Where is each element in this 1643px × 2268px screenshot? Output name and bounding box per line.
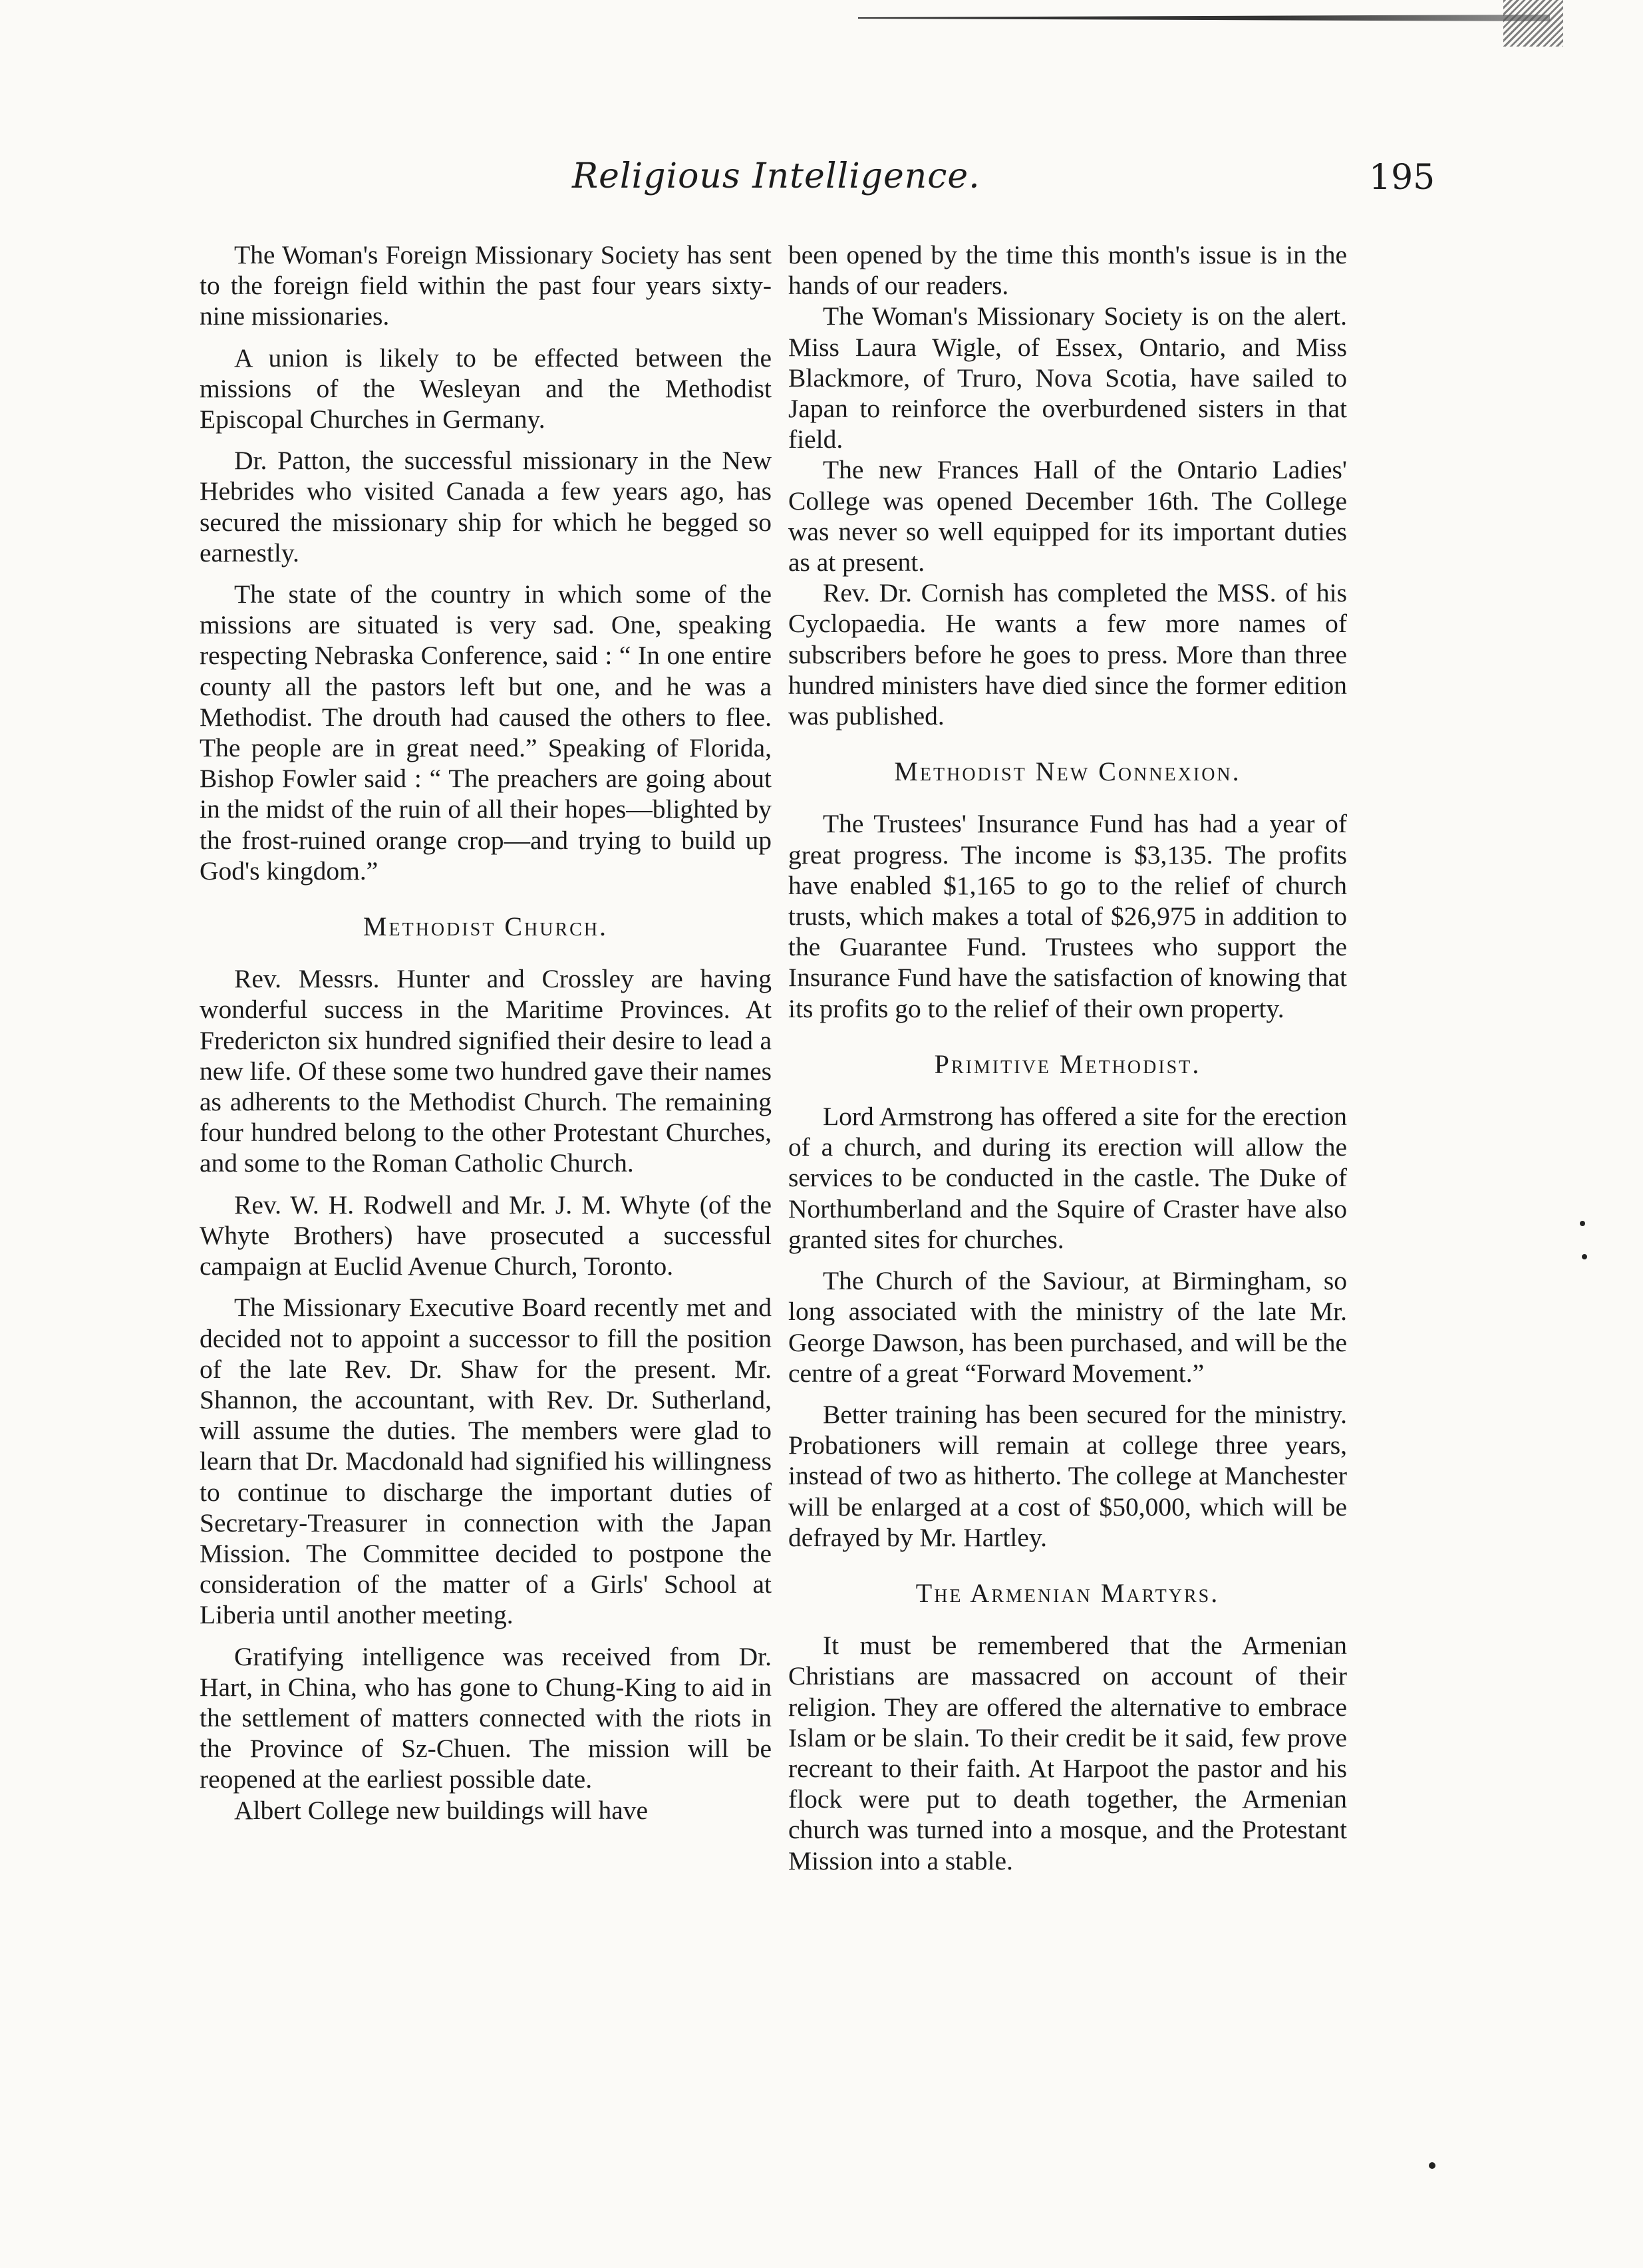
paragraph: The Woman's Foreign Missionary Society has sent to the foreign field within the past four years sixty-nine missionaries. <box>200 240 772 331</box>
page-number: 195 <box>1369 158 1435 198</box>
paragraph: The Trustees' Insurance Fund has had a year of great progress. The income is $3,135. The profits have enabled $1,165 to go to the relief of church trusts, which makes a total of $26,975 in addition to the Guarantee Fund. Trustees who support the Insurance Fund have the satisfaction of knowing that its profits go to the relief of their own property. <box>788 809 1347 1023</box>
right-column <box>788 240 1347 1887</box>
paragraph: The Woman's Missionary Society is on the alert. Miss Laura Wigle, of Essex, Ontario, and Miss Blackmore, of Truro, Nova Scotia, have sailed to Japan to reinforce the overburdened sisters in that field. <box>788 301 1347 454</box>
section-heading-new-connexion: Methodist New Connexion. <box>894 756 1241 787</box>
paragraph: Albert College new buildings will have <box>234 1795 649 1825</box>
paragraph: been opened by the time this month's issue is in the hands of our readers. <box>788 240 1347 301</box>
left-column <box>200 240 772 1836</box>
paragraph: It must be remembered that the Armenian Christians are massacred on account of their religion. They are offered the alternative to embrace Islam or be slain. To their credit be it said, few prove recreant to their faith. At Harpoot the pastor and his flock were put to death together, the Armenian church was turned into a mosque, and the Protestant Mission into a stable. <box>788 1631 1347 1875</box>
paragraph: Better training has been secured for the ministry. Probationers will remain at college three years, instead of two as hitherto. The college at Manchester will be enlarged at a cost of $50,000, which will be defrayed by Mr. Hartley. <box>788 1399 1347 1552</box>
paragraph: Dr. Patton, the successful missionary in the New Hebrides who visited Canada a few years ago, has secured the missionary ship for which he begged so earnestly. <box>200 446 772 567</box>
scan-speck <box>1429 2162 1435 2169</box>
scan-corner-mark <box>1503 0 1563 47</box>
paragraph: Rev. Dr. Cornish has completed the MSS. of his Cyclopaedia. He wants a few more names of subscribers before he goes to press. More than three hundred ministers have died since the former edition was published. <box>788 578 1347 731</box>
paragraph: Gratifying intelligence was received from Dr. Hart, in China, who has gone to Chung-King to aid in the settlement of matters connected with the riots in the Province of Sz-Chuen. The mission will be reopened at the earliest possible date. <box>200 1641 772 1794</box>
paragraph: The Church of the Saviour, at Birmingham, so long associated with the ministry of the late Mr. George Dawson, has been purchased, and will be the centre of a great “Forward Movement.” <box>788 1266 1347 1388</box>
paragraph: Lord Armstrong has offered a site for the erection of a church, and during its erection will allow the services to be conducted in the castle. The Duke of Northumberland and the Squire of Craster have also granted sites for churches. <box>788 1102 1347 1254</box>
scan-speck <box>1582 1254 1587 1259</box>
scan-speck <box>1580 1221 1585 1226</box>
paragraph: Rev. W. H. Rodwell and Mr. J. M. Whyte (of the Whyte Brothers) have prosecuted a successful campaign at Euclid Avenue Church, Toronto. <box>200 1190 772 1281</box>
top-printer-rule <box>858 15 1550 21</box>
running-head: Religious Intelligence. <box>572 156 980 196</box>
section-heading-methodist-church: Methodist Church. <box>363 911 609 942</box>
paragraph: The state of the country in which some of the missions are situated is very sad. One, speaking respecting Nebraska Conference, said : “ In one entire county all the pastors left but one, and he was a Methodist. The drouth had caused the others to flee. The people are in great need.” Speaking of Florida, Bishop Fowler said : “ The preachers are going about in the midst of the ruin of all their hopes—blighted by the frost-ruined orange crop—and trying to build up God's kingdom.” <box>200 579 772 886</box>
paragraph: The new Frances Hall of the Ontario Ladies' College was opened December 16th. The College was never so well equipped for its important duties as at present. <box>788 455 1347 577</box>
paragraph: Rev. Messrs. Hunter and Crossley are having wonderful success in the Maritime Provinces. At Fredericton six hundred signified their desire to lead a new life. Of these some two hundred gave their names as adherents to the Methodist Church. The remaining four hundred belong to the other Protestant Churches, and some to the Roman Catholic Church. <box>200 964 772 1178</box>
paragraph: A union is likely to be effected between the missions of the Wesleyan and the Methodist Episcopal Churches in Germany. <box>200 343 772 434</box>
section-heading-primitive-methodist: Primitive Methodist. <box>934 1049 1201 1079</box>
paragraph: The Missionary Executive Board recently met and decided not to appoint a successor to fill the position of the late Rev. Dr. Shaw for the present. Mr. Shannon, the accountant, with Rev. Dr. Sutherland, will assume the duties. The members were glad to learn that Dr. Macdonald had signified his willingness to continue to discharge the important duties of Secretary-Treasurer in connection with the Japan Mission. The Committee decided to postpone the consideration of the matter of a Girls' School at Liberia until another meeting. <box>200 1293 772 1630</box>
section-heading-armenian-martyrs: The Armenian Martyrs. <box>915 1577 1220 1608</box>
